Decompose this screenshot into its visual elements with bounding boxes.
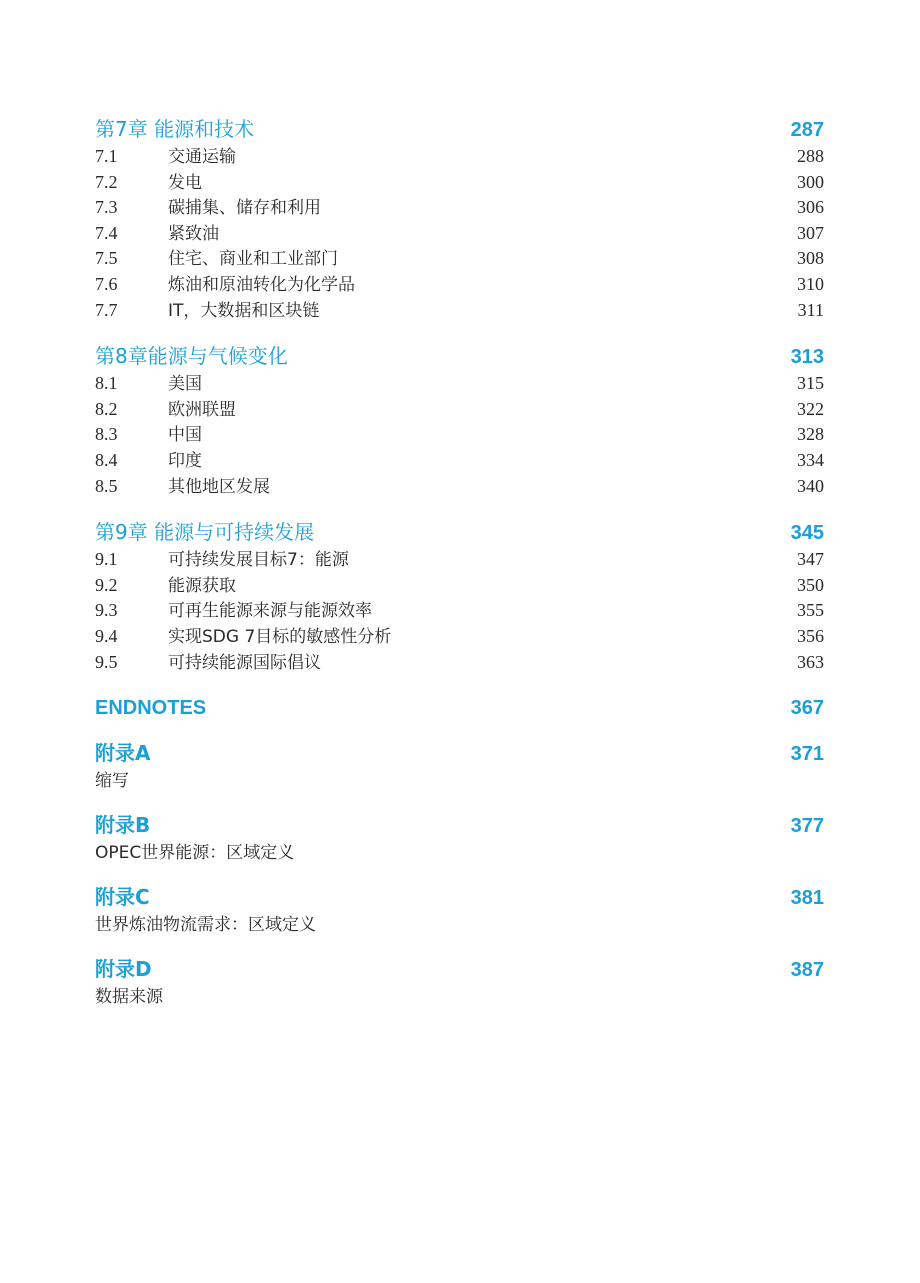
section-number: 7.3	[95, 197, 118, 218]
section-page-number: 288	[797, 146, 824, 166]
appendix-list	[95, 738, 824, 1010]
chapter-page-number: 313	[790, 346, 824, 369]
section-title: 可持续能源国际倡议	[168, 652, 321, 673]
appendix-title: 附录B	[95, 813, 151, 838]
section-page-number: 363	[797, 651, 824, 672]
section-title: 紧致油	[168, 223, 219, 244]
table-of-contents	[95, 114, 824, 1026]
appendix-page-number: 381	[790, 887, 824, 910]
section-entry[interactable]	[95, 246, 824, 272]
section-number: 7.1	[95, 146, 118, 166]
chapter-heading[interactable]	[95, 114, 824, 144]
section-number: 8.2	[95, 398, 118, 419]
section-number: 7.2	[95, 171, 118, 192]
appendix-entry[interactable]	[95, 738, 824, 794]
section-title: 交通运输	[168, 147, 236, 167]
chapter-title: 第7章 能源和技术	[95, 117, 255, 141]
chapter-block	[95, 517, 824, 675]
section-number: 9.2	[95, 574, 118, 595]
appendix-heading	[95, 810, 824, 840]
section-title: 其他地区发展	[168, 476, 270, 497]
section-entry[interactable]	[95, 573, 824, 599]
appendix-title: 附录C	[95, 885, 150, 910]
appendix-heading	[95, 738, 824, 768]
section-entry[interactable]	[95, 422, 824, 448]
section-number: 7.4	[95, 222, 118, 243]
section-entry[interactable]	[95, 195, 824, 221]
section-number: 9.5	[95, 651, 118, 672]
chapter-heading[interactable]	[95, 517, 824, 547]
chapter-list	[95, 114, 824, 675]
appendix-heading	[95, 882, 824, 912]
appendix-subtitle: OPEC世界能源：区域定义	[95, 843, 295, 864]
section-title: 可持续发展目标7：能源	[168, 550, 349, 571]
section-number: 8.4	[95, 449, 118, 470]
section-entry[interactable]	[95, 298, 824, 324]
appendix-entry[interactable]	[95, 954, 824, 1010]
section-number: 8.3	[95, 424, 118, 445]
section-entry[interactable]	[95, 547, 824, 573]
appendix-page-number: 371	[790, 743, 824, 766]
appendix-entry[interactable]	[95, 882, 824, 938]
appendix-heading	[95, 954, 824, 984]
chapter-page-number: 287	[790, 119, 824, 141]
section-page-number: 347	[797, 549, 824, 570]
section-title: 炼油和原油转化为化学品	[168, 274, 355, 295]
section-entry[interactable]	[95, 624, 824, 650]
section-page-number: 322	[797, 398, 824, 419]
section-title: 住宅、商业和工业部门	[168, 249, 338, 270]
section-entry[interactable]	[95, 170, 824, 196]
section-title: 印度	[168, 450, 202, 471]
section-page-number: 311	[797, 299, 824, 320]
section-title: 能源获取	[168, 575, 236, 596]
section-entry[interactable]	[95, 448, 824, 474]
appendix-page-number: 387	[790, 959, 824, 982]
section-title: 美国	[168, 374, 202, 395]
chapter-title: 第9章 能源与可持续发展	[95, 520, 315, 545]
section-page-number: 328	[797, 424, 824, 445]
chapter-heading[interactable]	[95, 341, 824, 371]
endnotes-title: ENDNOTES	[95, 697, 207, 720]
section-title: IT，大数据和区块链	[168, 300, 320, 321]
section-page-number: 300	[797, 171, 824, 192]
appendix-entry[interactable]	[95, 810, 824, 866]
appendix-title: 附录A	[95, 741, 151, 766]
section-entry[interactable]	[95, 221, 824, 247]
section-page-number: 315	[797, 373, 824, 394]
section-page-number: 356	[797, 625, 824, 646]
section-number: 8.5	[95, 475, 118, 496]
section-entry[interactable]	[95, 474, 824, 500]
endnotes-page: 367	[790, 697, 824, 720]
section-entry[interactable]	[95, 650, 824, 676]
chapter-title: 第8章能源与气候变化	[95, 344, 288, 369]
appendix-page-number: 377	[790, 815, 824, 838]
section-number: 9.3	[95, 600, 118, 621]
section-page-number: 308	[797, 248, 824, 269]
chapter-block	[95, 114, 824, 323]
chapter-block	[95, 341, 824, 499]
section-entry[interactable]	[95, 397, 824, 423]
section-number: 9.4	[95, 625, 118, 646]
section-title: 发电	[168, 172, 202, 193]
section-number: 7.6	[95, 273, 118, 294]
section-page-number: 334	[797, 449, 824, 470]
section-page-number: 310	[797, 273, 824, 294]
appendix-subtitle: 数据来源	[95, 987, 163, 1008]
section-title: 欧洲联盟	[168, 399, 236, 420]
section-entry[interactable]	[95, 144, 824, 170]
endnotes-entry[interactable]	[95, 693, 824, 723]
appendix-subtitle: 世界炼油物流需求：区域定义	[95, 915, 316, 936]
section-title: 实现SDG 7目标的敏感性分析	[168, 626, 392, 647]
section-number: 9.1	[95, 549, 118, 570]
section-number: 8.1	[95, 373, 118, 394]
section-page-number: 340	[797, 475, 824, 496]
section-title: 碳捕集、储存和利用	[168, 198, 321, 219]
appendix-title: 附录D	[95, 957, 152, 982]
section-page-number: 350	[797, 574, 824, 595]
section-title: 可再生能源来源与能源效率	[168, 601, 372, 622]
section-number: 7.7	[95, 299, 118, 320]
section-entry[interactable]	[95, 371, 824, 397]
chapter-page-number: 345	[790, 522, 824, 545]
section-number: 7.5	[95, 248, 118, 269]
section-page-number: 307	[797, 222, 824, 243]
section-page-number: 355	[797, 600, 824, 621]
appendix-subtitle: 缩写	[95, 771, 129, 792]
section-entry[interactable]	[95, 598, 824, 624]
section-entry[interactable]	[95, 272, 824, 298]
section-title: 中国	[168, 425, 202, 446]
section-page-number: 306	[797, 197, 824, 218]
